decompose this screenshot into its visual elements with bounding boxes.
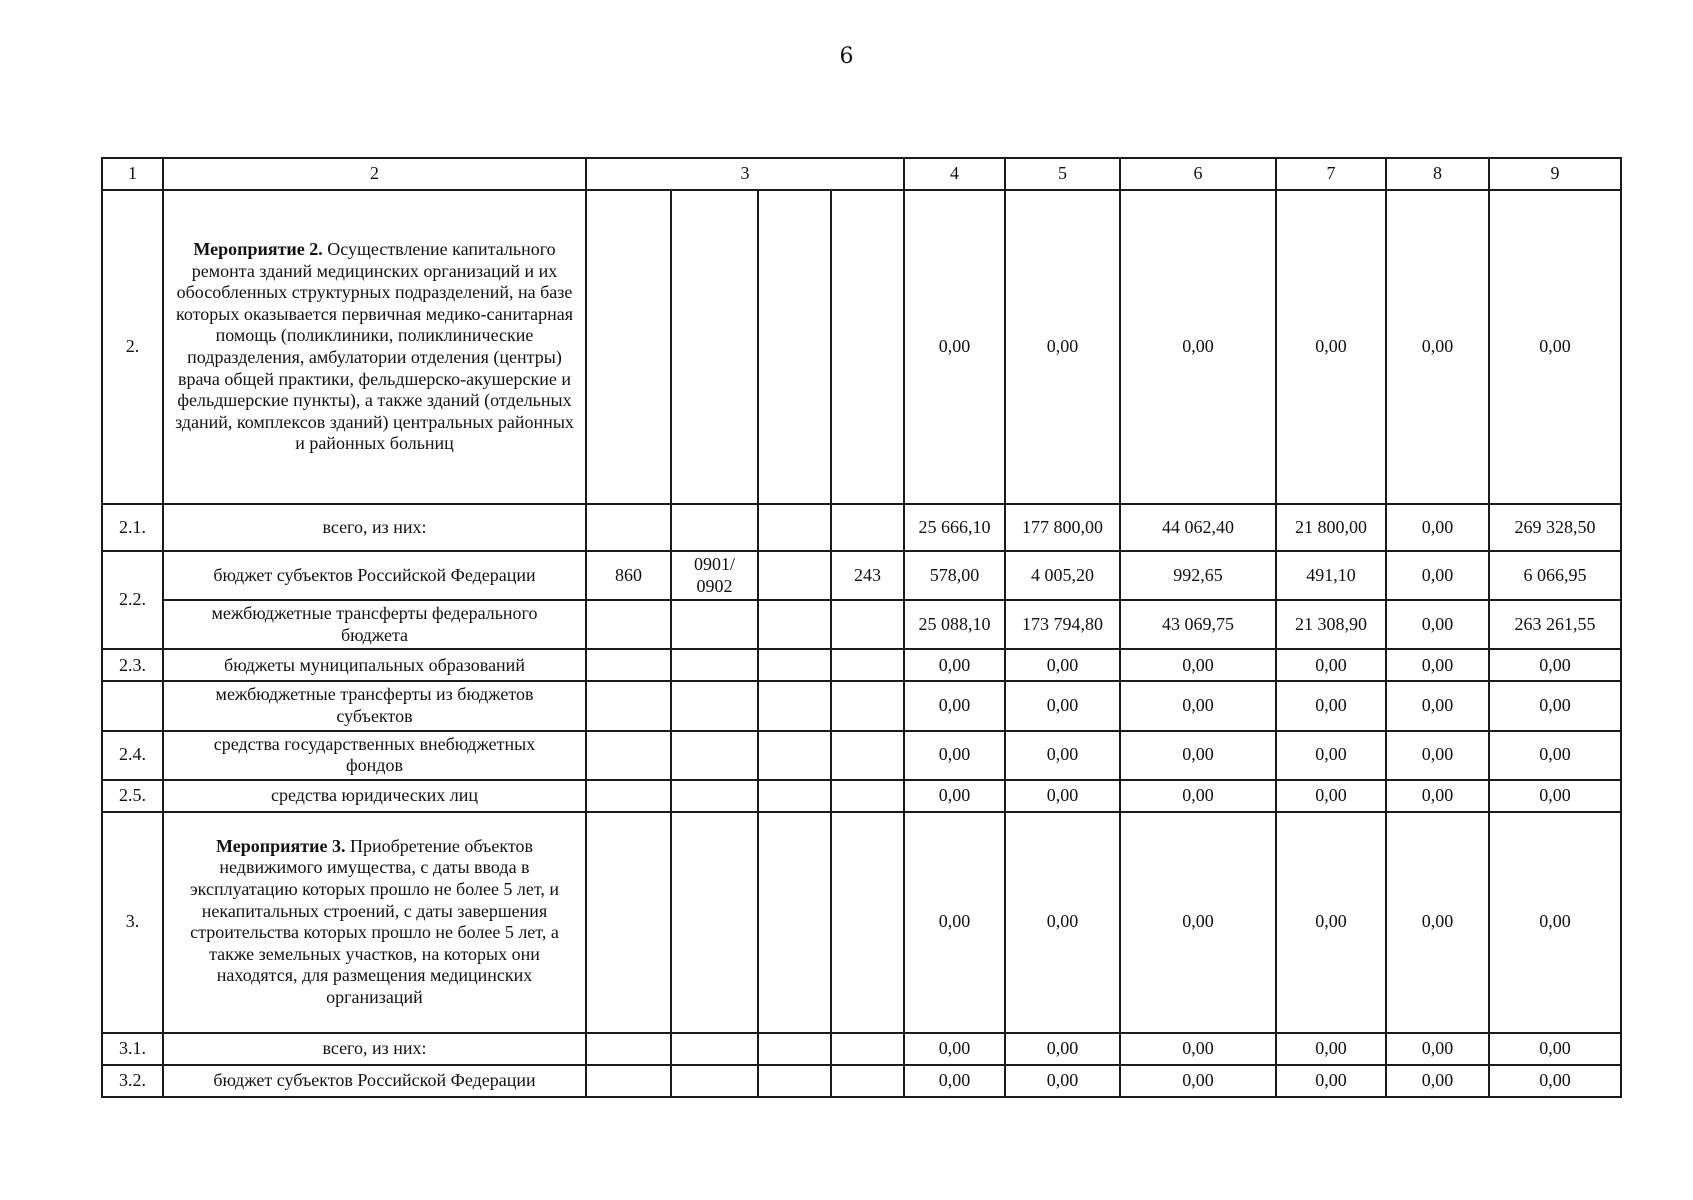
row-number: 2.: [102, 190, 163, 504]
table-row: [102, 600, 1621, 649]
value-cell: 25 088,10: [904, 600, 1005, 649]
value-cell: 269 328,50: [1489, 504, 1621, 551]
value-cell: 0,00: [1005, 681, 1120, 730]
value-cell: 0,00: [1120, 681, 1276, 730]
code-cell: [586, 649, 671, 681]
page-number: 6: [839, 44, 854, 69]
column-header: 7: [1276, 158, 1386, 190]
activity-text: Приобретение объектов недвижимого имущества, с даты ввода в эксплуатацию которых прошло не более 5 лет, и некапитальных строений, с даты завершения строительства которых прошло не более 5 лет, а также земельных участков, на которых они находятся, для размещения медицинских организаций: [189, 835, 560, 1008]
code-cell: [671, 1033, 758, 1065]
row-label: межбюджетные трансферты федерального бюджета: [163, 600, 586, 649]
value-cell: 992,65: [1120, 551, 1276, 600]
code-cell: [831, 731, 904, 780]
value-cell: 4 005,20: [1005, 551, 1120, 600]
row-number: 2.2.: [102, 551, 163, 649]
row-number: 2.5.: [102, 780, 163, 812]
activity-title: Мероприятие 3.: [216, 835, 346, 856]
value-cell: 0,00: [1386, 190, 1489, 504]
code-cell: [758, 190, 831, 504]
column-header: 3: [586, 158, 904, 190]
row-number: 2.1.: [102, 504, 163, 551]
value-cell: 0,00: [1489, 1065, 1621, 1097]
value-cell: 0,00: [1120, 812, 1276, 1033]
code-cell: [586, 190, 671, 504]
code-cell: [671, 190, 758, 504]
code-cell: [758, 504, 831, 551]
row-number: 3.1.: [102, 1033, 163, 1065]
row-label: бюджеты муниципальных образований: [163, 649, 586, 681]
code-cell: [586, 780, 671, 812]
column-header: 1: [102, 158, 163, 190]
value-cell: 0,00: [1386, 600, 1489, 649]
value-cell: 491,10: [1276, 551, 1386, 600]
value-cell: 0,00: [1386, 812, 1489, 1033]
value-cell: 0,00: [904, 681, 1005, 730]
value-cell: 0,00: [904, 1065, 1005, 1097]
header-row: [102, 158, 1621, 190]
code-cell: [758, 812, 831, 1033]
value-cell: 0,00: [1386, 731, 1489, 780]
value-cell: 0,00: [1005, 780, 1120, 812]
value-cell: 0,00: [904, 812, 1005, 1033]
code-cell: [758, 600, 831, 649]
table-row: [102, 190, 1621, 504]
code-cell: 0901/ 0902: [671, 551, 758, 600]
value-cell: 0,00: [1276, 649, 1386, 681]
table-row: [102, 504, 1621, 551]
code-cell: [758, 731, 831, 780]
row-number: [102, 681, 163, 730]
value-cell: 0,00: [1386, 551, 1489, 600]
value-cell: 0,00: [1386, 649, 1489, 681]
value-cell: 0,00: [1489, 731, 1621, 780]
code-cell: [586, 812, 671, 1033]
value-cell: 0,00: [1489, 681, 1621, 730]
activity-description: [163, 812, 586, 1033]
code-cell: [831, 1065, 904, 1097]
value-cell: 21 800,00: [1276, 504, 1386, 551]
value-cell: 0,00: [1489, 1033, 1621, 1065]
column-header: 5: [1005, 158, 1120, 190]
activity-text: Осуществление капитального ремонта зданий медицинских организаций и их обособленных структурных подразделений, на базе которых оказывается первичная медико-санитарная помощь (поликлиники, поликлинические подразделения, амбулатории отделения (центры) врача общей практики, фельдшерско-акушерские и фельдшерские пункты), а также зданий (отдельных зданий, комплексов зданий) центральных районных и районных больниц: [175, 239, 574, 454]
code-cell: [758, 780, 831, 812]
value-cell: 0,00: [1120, 1033, 1276, 1065]
budget-table: [101, 157, 1622, 1098]
column-header: 9: [1489, 158, 1621, 190]
code-cell: [586, 681, 671, 730]
code-cell: [831, 780, 904, 812]
code-cell: 860: [586, 551, 671, 600]
code-cell: [671, 649, 758, 681]
code-cell: [758, 1065, 831, 1097]
table-row: [102, 1065, 1621, 1097]
column-header: 6: [1120, 158, 1276, 190]
code-cell: [831, 600, 904, 649]
value-cell: 21 308,90: [1276, 600, 1386, 649]
value-cell: 44 062,40: [1120, 504, 1276, 551]
value-cell: 0,00: [904, 731, 1005, 780]
value-cell: 0,00: [1386, 1033, 1489, 1065]
value-cell: 263 261,55: [1489, 600, 1621, 649]
value-cell: 0,00: [1005, 812, 1120, 1033]
row-label: всего, из них:: [163, 1033, 586, 1065]
row-number: 3.: [102, 812, 163, 1033]
column-header: 2: [163, 158, 586, 190]
value-cell: 0,00: [1386, 780, 1489, 812]
value-cell: 0,00: [1005, 1065, 1120, 1097]
value-cell: 0,00: [1276, 681, 1386, 730]
value-cell: 0,00: [1489, 649, 1621, 681]
row-label: бюджет субъектов Российской Федерации: [163, 1065, 586, 1097]
value-cell: 0,00: [1120, 649, 1276, 681]
table-row: [102, 812, 1621, 1033]
code-cell: [586, 1033, 671, 1065]
code-cell: [671, 780, 758, 812]
value-cell: 0,00: [1386, 1065, 1489, 1097]
table-row: [102, 780, 1621, 812]
code-cell: 243: [831, 551, 904, 600]
code-cell: [758, 649, 831, 681]
code-cell: [586, 600, 671, 649]
row-label: средства юридических лиц: [163, 780, 586, 812]
row-number: 2.3.: [102, 649, 163, 681]
value-cell: 0,00: [1276, 1065, 1386, 1097]
value-cell: 0,00: [1005, 1033, 1120, 1065]
value-cell: 173 794,80: [1005, 600, 1120, 649]
value-cell: 0,00: [1276, 812, 1386, 1033]
code-cell: [831, 1033, 904, 1065]
value-cell: 0,00: [1386, 504, 1489, 551]
row-label: всего, из них:: [163, 504, 586, 551]
value-cell: 0,00: [1005, 731, 1120, 780]
code-cell: [671, 1065, 758, 1097]
value-cell: 0,00: [904, 780, 1005, 812]
code-cell: [831, 681, 904, 730]
row-number: 3.2.: [102, 1065, 163, 1097]
column-header: 4: [904, 158, 1005, 190]
value-cell: 43 069,75: [1120, 600, 1276, 649]
code-cell: [671, 812, 758, 1033]
code-cell: [671, 681, 758, 730]
value-cell: 0,00: [1120, 731, 1276, 780]
code-cell: [758, 1033, 831, 1065]
value-cell: 0,00: [1120, 780, 1276, 812]
value-cell: 0,00: [1489, 190, 1621, 504]
value-cell: 0,00: [1386, 681, 1489, 730]
code-cell: [586, 731, 671, 780]
row-label: бюджет субъектов Российской Федерации: [163, 551, 586, 600]
activity-description: [163, 190, 586, 504]
value-cell: 0,00: [904, 649, 1005, 681]
table-row: [102, 681, 1621, 730]
row-label: средства государственных внебюджетных фондов: [163, 731, 586, 780]
code-cell: [831, 190, 904, 504]
value-cell: 0,00: [904, 190, 1005, 504]
code-cell: [758, 681, 831, 730]
code-cell: [758, 551, 831, 600]
row-number: 2.4.: [102, 731, 163, 780]
value-cell: 0,00: [1276, 780, 1386, 812]
code-cell: [831, 812, 904, 1033]
column-header: 8: [1386, 158, 1489, 190]
code-cell: [831, 649, 904, 681]
activity-title: Мероприятие 2.: [193, 239, 323, 260]
code-cell: [831, 504, 904, 551]
value-cell: 6 066,95: [1489, 551, 1621, 600]
value-cell: 0,00: [1489, 812, 1621, 1033]
table-row: [102, 551, 1621, 600]
code-cell: [671, 600, 758, 649]
value-cell: 177 800,00: [1005, 504, 1120, 551]
code-cell: [586, 1065, 671, 1097]
value-cell: 25 666,10: [904, 504, 1005, 551]
value-cell: 0,00: [1120, 1065, 1276, 1097]
value-cell: 0,00: [1005, 649, 1120, 681]
code-cell: [586, 504, 671, 551]
value-cell: 0,00: [904, 1033, 1005, 1065]
value-cell: 0,00: [1005, 190, 1120, 504]
value-cell: 0,00: [1276, 731, 1386, 780]
code-cell: [671, 504, 758, 551]
value-cell: 0,00: [1276, 190, 1386, 504]
table-row: [102, 1033, 1621, 1065]
table-row: [102, 731, 1621, 780]
value-cell: 0,00: [1120, 190, 1276, 504]
value-cell: 0,00: [1276, 1033, 1386, 1065]
value-cell: 0,00: [1489, 780, 1621, 812]
row-label: межбюджетные трансферты из бюджетов субъектов: [163, 681, 586, 730]
value-cell: 578,00: [904, 551, 1005, 600]
table-row: [102, 649, 1621, 681]
code-cell: [671, 731, 758, 780]
